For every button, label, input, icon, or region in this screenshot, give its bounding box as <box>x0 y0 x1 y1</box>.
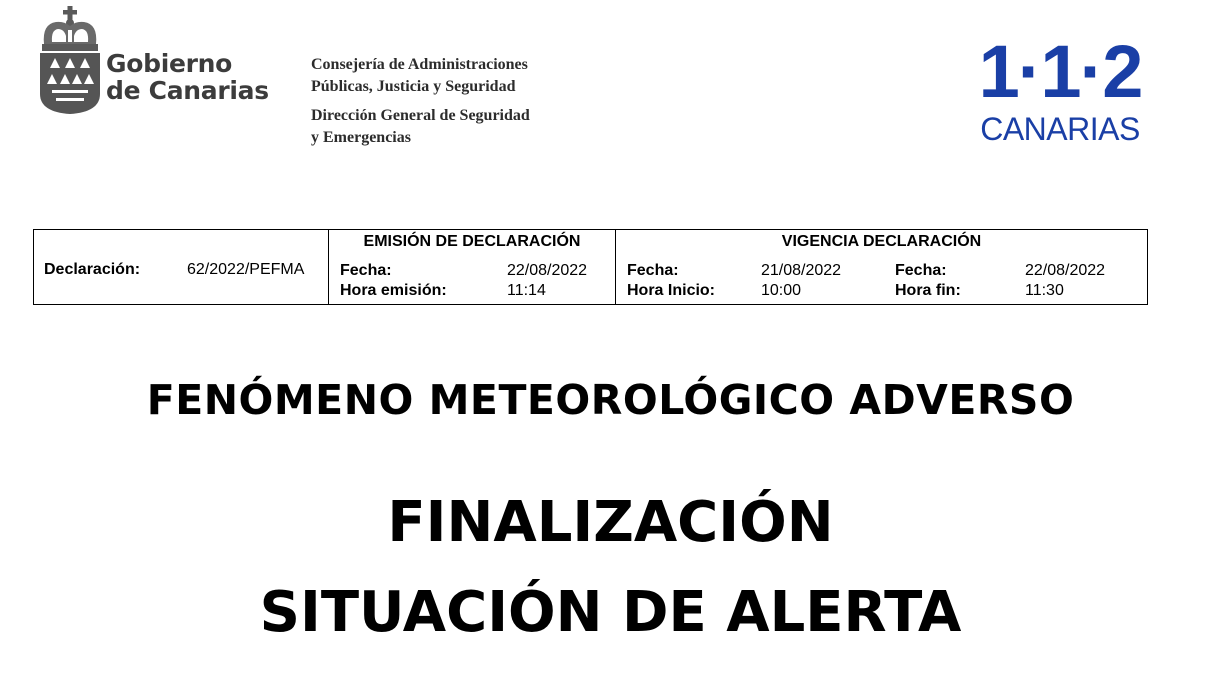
declaration-label: Declaración: <box>44 261 141 278</box>
declaration-number: 62/2022/PEFMA <box>187 261 305 278</box>
vigencia-header: VIGENCIA DECLARACIÓN <box>781 233 982 250</box>
vigencia-fecha-inicio-label: Fecha: <box>627 262 679 279</box>
government-name-line1: Gobierno <box>106 49 233 78</box>
vigencia-hora-inicio-value: 10:00 <box>761 282 802 299</box>
emision-hora-value: 11:14 <box>507 282 546 299</box>
vigencia-hora-fin-label: Hora fin: <box>895 282 961 299</box>
logo-112-digits: 1·1·2 <box>978 30 1142 113</box>
emision-hora-label: Hora emisión: <box>340 282 447 299</box>
consejeria-line2: Públicas, Justicia y Seguridad <box>311 78 516 95</box>
status-heading-line1: FINALIZACIÓN <box>387 490 834 555</box>
emision-fecha-value: 22/08/2022 <box>507 262 588 279</box>
government-name-line2: de Canarias <box>106 76 269 105</box>
emision-fecha-label: Fecha: <box>340 262 392 279</box>
declaration-table <box>33 229 1148 305</box>
vigencia-hora-fin-value: 11:30 <box>1025 282 1064 299</box>
subject-heading: FENÓMENO METEOROLÓGICO ADVERSO <box>146 376 1075 424</box>
vigencia-fecha-fin-value: 22/08/2022 <box>1025 262 1106 279</box>
department-block <box>311 54 530 149</box>
vigencia-fecha-fin-label: Fecha: <box>895 262 947 279</box>
vigencia-fecha-inicio-value: 21/08/2022 <box>761 262 842 279</box>
government-name <box>106 50 269 104</box>
status-heading-line2: SITUACIÓN DE ALERTA <box>259 580 962 645</box>
gobierno-de-canarias-crest-icon <box>38 6 102 114</box>
direccion-line2: y Emergencias <box>311 129 411 146</box>
logo-112-region: CANARIAS <box>980 111 1140 147</box>
emision-header: EMISIÓN DE DECLARACIÓN <box>363 233 581 250</box>
direccion-line1: Dirección General de Seguridad <box>311 107 530 124</box>
vigencia-hora-inicio-label: Hora Inicio: <box>627 282 716 299</box>
consejeria-line1: Consejería de Administraciones <box>311 56 528 73</box>
emergency-112-logo <box>974 30 1146 147</box>
